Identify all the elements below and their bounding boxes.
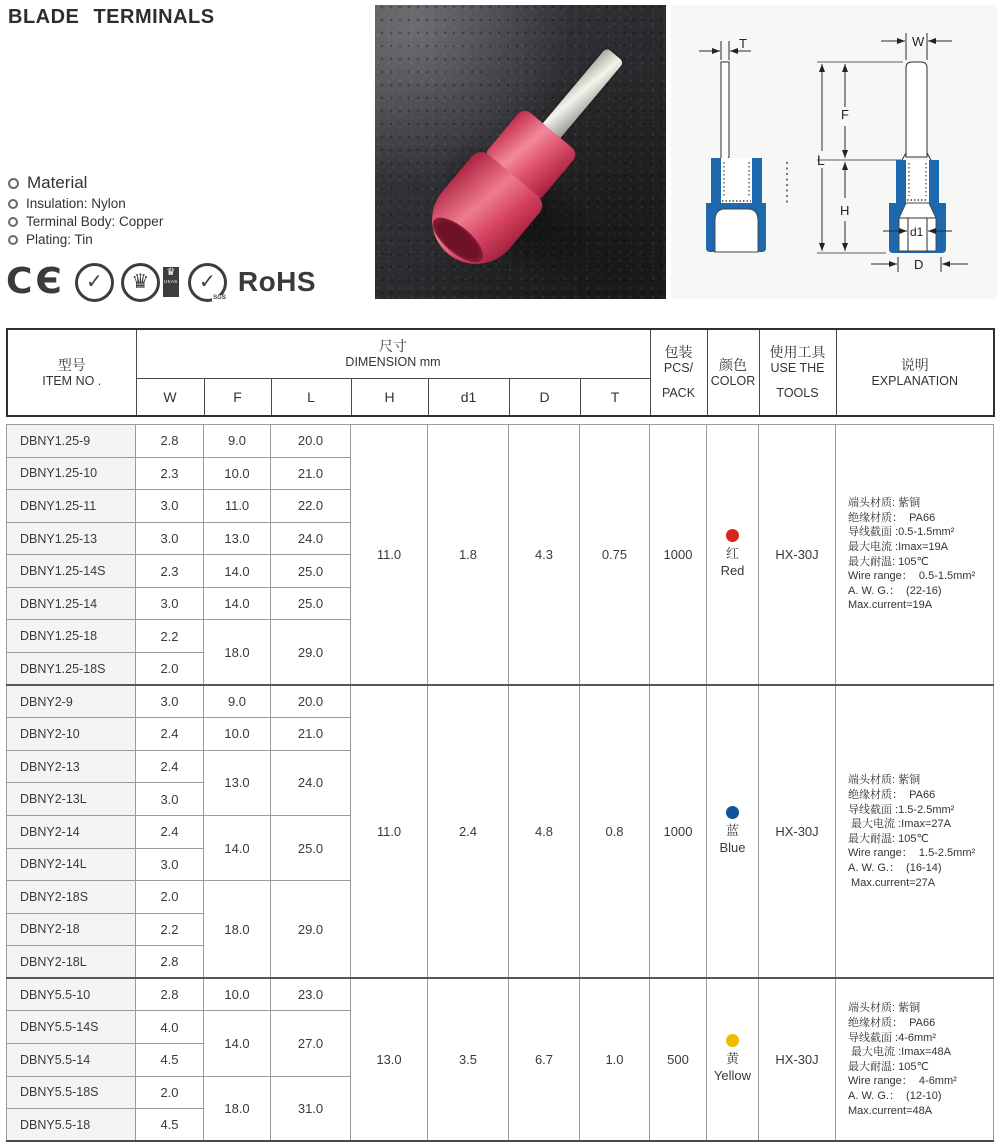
material-item-label: Terminal Body: Copper	[26, 214, 164, 229]
f-cell: 13.0	[204, 522, 271, 555]
f-cell: 10.0	[204, 978, 271, 1011]
l-cell: 27.0	[271, 1011, 351, 1076]
dim-label-w: W	[912, 34, 925, 49]
f-cell: 14.0	[204, 815, 271, 880]
iso-crown-badge-icon	[121, 263, 160, 302]
l-cell: 21.0	[271, 718, 351, 751]
item-cell: DBNY2-18S	[7, 881, 136, 914]
f-cell: 9.0	[204, 685, 271, 718]
pack-cell: 1000	[650, 425, 707, 686]
header-dimension-zh: 尺寸	[379, 338, 407, 355]
h-cell: 13.0	[351, 978, 428, 1141]
item-cell: DBNY2-13L	[7, 783, 136, 816]
explanation-line: 端头材质: 紫铜	[848, 774, 921, 787]
item-cell: DBNY1.25-14	[7, 587, 136, 620]
materials-heading: Material	[27, 173, 88, 192]
header-explanation-zh: 说明	[900, 356, 929, 373]
l-cell: 20.0	[271, 425, 351, 458]
w-cell: 4.5	[136, 1043, 204, 1076]
color-name-en: Red	[720, 563, 745, 579]
explanation-line: 绝缘材质： PA66	[848, 511, 936, 524]
materials-section	[8, 170, 163, 250]
ukas-mark-icon	[163, 267, 179, 297]
item-cell: DBNY2-18L	[7, 946, 136, 979]
explanation-line: A. W. G.： (16-14)	[848, 861, 942, 874]
header-dimension-en: DIMENSION mm	[345, 355, 441, 370]
f-cell: 14.0	[204, 555, 271, 588]
explanation-line: 端头材质: 紫铜	[848, 1002, 921, 1015]
w-cell: 3.0	[136, 522, 204, 555]
spec-table-header	[6, 328, 995, 417]
material-item	[8, 196, 163, 211]
sgs-badge-icon	[188, 263, 227, 302]
w-cell: 2.4	[136, 718, 204, 751]
material-item	[8, 232, 163, 247]
certification-logos	[6, 260, 316, 304]
explanation-line: Wire range： 1.5-2.5mm²	[848, 847, 976, 860]
color-dot	[726, 529, 739, 542]
f-cell: 9.0	[204, 425, 271, 458]
w-cell: 2.3	[136, 555, 204, 588]
item-cell: DBNY1.25-13	[7, 522, 136, 555]
tool-cell: HX-30J	[759, 685, 836, 978]
l-cell: 24.0	[271, 522, 351, 555]
item-cell: DBNY1.25-14S	[7, 555, 136, 588]
explanation-line: Max.current=48A	[848, 1104, 933, 1117]
l-cell: 23.0	[271, 978, 351, 1011]
d-cell: 6.7	[509, 978, 580, 1141]
explanation-cell	[836, 978, 994, 1141]
item-cell: DBNY2-18	[7, 913, 136, 946]
ukas-label: UKAS	[164, 279, 178, 284]
w-cell: 4.5	[136, 1109, 204, 1142]
color-name-zh: 红	[725, 546, 739, 562]
pack-cell: 1000	[650, 685, 707, 978]
d1-cell: 3.5	[428, 978, 509, 1141]
table-row	[7, 978, 994, 1011]
header-dim-d1: d1	[428, 379, 509, 417]
explanation-line: 导线截面 :0.5-1.5mm²	[848, 526, 955, 539]
h-cell: 11.0	[351, 425, 428, 686]
l-cell: 21.0	[271, 457, 351, 490]
spec-table-body	[6, 424, 994, 1142]
color-dot	[726, 1034, 739, 1047]
explanation-block	[836, 773, 993, 890]
side-view-figure	[699, 41, 787, 252]
pack-cell: 500	[650, 978, 707, 1141]
f-cell: 14.0	[204, 587, 271, 620]
table-row	[7, 685, 994, 718]
item-cell: DBNY1.25-18	[7, 620, 136, 653]
w-cell: 2.3	[136, 457, 204, 490]
header-explanation	[836, 329, 994, 416]
item-cell: DBNY5.5-18S	[7, 1076, 136, 1109]
l-cell: 25.0	[271, 815, 351, 880]
w-cell: 2.8	[136, 978, 204, 1011]
materials-heading-row	[8, 173, 163, 193]
sgs-label: SGS	[213, 294, 226, 301]
bullet-icon	[8, 235, 18, 245]
f-cell: 10.0	[204, 718, 271, 751]
item-cell: DBNY2-14	[7, 815, 136, 848]
explanation-line: 最大电流 :Imax=48A	[848, 1046, 952, 1059]
compliance-check-badge-icon	[75, 263, 114, 302]
w-cell: 2.0	[136, 881, 204, 914]
tool-cell: HX-30J	[759, 978, 836, 1141]
header-item-no	[7, 329, 136, 416]
explanation-line: 端头材质: 紫铜	[848, 497, 921, 510]
dimension-diagram-svg	[671, 5, 997, 299]
w-cell: 2.2	[136, 913, 204, 946]
bullet-icon	[8, 178, 19, 189]
terminal-blade	[541, 47, 624, 140]
l-cell: 31.0	[271, 1076, 351, 1141]
d1-cell: 2.4	[428, 685, 509, 978]
l-cell: 25.0	[271, 555, 351, 588]
header-color-zh: 颜色	[719, 356, 747, 373]
explanation-cell	[836, 425, 994, 686]
header-dim-h: H	[351, 379, 428, 417]
explanation-line: 绝缘材质： PA66	[848, 1016, 936, 1029]
header-dim-l: L	[271, 379, 351, 417]
dim-label-f: F	[841, 107, 849, 122]
color-cell	[707, 978, 759, 1141]
header-pack	[650, 329, 707, 416]
ce-mark-icon: CЄ	[6, 261, 65, 302]
w-cell: 2.2	[136, 620, 204, 653]
item-cell: DBNY2-13	[7, 750, 136, 783]
explanation-line: 最大电流 :Imax=27A	[848, 818, 952, 831]
w-cell: 3.0	[136, 848, 204, 881]
crown-icon: ♛	[166, 267, 176, 278]
dim-label-d1: d1	[910, 225, 924, 239]
w-cell: 3.0	[136, 783, 204, 816]
explanation-line: 最大耐温: 105℃	[848, 555, 929, 568]
explanation-line: A. W. G.： (12-10)	[848, 1089, 942, 1102]
dim-label-l: L	[817, 152, 825, 168]
material-item-label: Insulation: Nylon	[26, 196, 126, 211]
explanation-block	[836, 1001, 993, 1118]
t-cell: 0.8	[580, 685, 650, 978]
bullet-icon	[8, 199, 18, 209]
w-cell: 2.8	[136, 425, 204, 458]
explanation-line: Wire range： 0.5-1.5mm²	[848, 570, 976, 583]
header-tools	[759, 329, 836, 416]
dim-label-h: H	[840, 203, 850, 218]
explanation-line: 导线截面 :4-6mm²	[848, 1031, 936, 1044]
l-cell: 22.0	[271, 490, 351, 523]
header-color	[707, 329, 759, 416]
color-name-en: Blue	[719, 840, 746, 856]
header-dimension	[136, 329, 650, 379]
w-cell: 3.0	[136, 587, 204, 620]
l-cell: 24.0	[271, 750, 351, 815]
explanation-line: 导线截面 :1.5-2.5mm²	[848, 803, 955, 816]
item-cell: DBNY1.25-9	[7, 425, 136, 458]
explanation-line: 最大耐温: 105℃	[848, 1060, 929, 1073]
rohs-logo: RoHS	[237, 266, 317, 297]
explanation-line: Max.current=27A	[848, 876, 936, 889]
header-explanation-en: EXPLANATION	[871, 373, 959, 388]
header-color-en: COLOR	[710, 373, 756, 388]
material-item-label: Plating: Tin	[26, 232, 93, 247]
d-cell: 4.8	[509, 685, 580, 978]
crown-icon: ♛	[131, 271, 150, 293]
d-cell: 4.3	[509, 425, 580, 686]
explanation-line: 最大耐温: 105℃	[848, 832, 929, 845]
w-cell: 2.4	[136, 815, 204, 848]
t-cell: 0.75	[580, 425, 650, 686]
w-cell: 2.4	[136, 750, 204, 783]
header-dim-f: F	[204, 379, 271, 417]
w-cell: 2.0	[136, 653, 204, 686]
f-cell: 14.0	[204, 1011, 271, 1076]
explanation-line: Wire range： 4-6mm²	[848, 1075, 957, 1088]
header-item-en: ITEM NO .	[42, 373, 102, 388]
dim-label-t: T	[739, 36, 747, 51]
color-dot	[726, 806, 739, 819]
item-cell: DBNY5.5-18	[7, 1109, 136, 1142]
item-cell: DBNY1.25-18S	[7, 653, 136, 686]
w-cell: 4.0	[136, 1011, 204, 1044]
item-cell: DBNY5.5-14	[7, 1043, 136, 1076]
header-tools-zh: 使用工具	[769, 344, 826, 361]
f-cell: 18.0	[204, 1076, 271, 1141]
explanation-line: 绝缘材质： PA66	[848, 788, 936, 801]
header-tools-en1: USE THE	[770, 361, 825, 376]
header-pack-en2: PACK	[661, 386, 696, 401]
color-cell	[707, 425, 759, 686]
check-icon: ✓	[85, 271, 103, 293]
header-dim-w: W	[136, 379, 204, 417]
header-dim-d: D	[509, 379, 580, 417]
explanation-line: 最大电流 :Imax=19A	[848, 540, 948, 553]
header-pack-zh: 包装	[664, 344, 693, 361]
item-cell: DBNY5.5-10	[7, 978, 136, 1011]
tool-cell: HX-30J	[759, 425, 836, 686]
f-cell: 11.0	[204, 490, 271, 523]
w-cell: 2.0	[136, 1076, 204, 1109]
item-cell: DBNY1.25-10	[7, 457, 136, 490]
l-cell: 29.0	[271, 620, 351, 685]
item-cell: DBNY5.5-14S	[7, 1011, 136, 1044]
t-cell: 1.0	[580, 978, 650, 1141]
bullet-icon	[8, 217, 18, 227]
check-icon: ✓	[198, 271, 216, 293]
item-cell: DBNY2-9	[7, 685, 136, 718]
w-cell: 3.0	[136, 490, 204, 523]
header-dim-t: T	[580, 379, 650, 417]
header-tools-en2: TOOLS	[776, 386, 819, 401]
w-cell: 3.0	[136, 685, 204, 718]
d1-cell: 1.8	[428, 425, 509, 686]
front-view-figure	[817, 33, 968, 272]
explanation-line: A. W. G.： (22-16)	[848, 584, 942, 597]
item-cell: DBNY2-10	[7, 718, 136, 751]
dimension-diagram	[671, 5, 997, 299]
item-cell: DBNY1.25-11	[7, 490, 136, 523]
f-cell: 10.0	[204, 457, 271, 490]
header-item-zh: 型号	[57, 356, 86, 373]
dim-label-d: D	[914, 257, 924, 272]
color-name-zh: 黄	[725, 1051, 739, 1067]
color-name-en: Yellow	[713, 1068, 752, 1084]
explanation-cell	[836, 685, 994, 978]
table-row	[7, 425, 994, 458]
w-cell: 2.8	[136, 946, 204, 979]
l-cell: 20.0	[271, 685, 351, 718]
page-title: BLADE TERMINALS	[8, 6, 215, 28]
item-cell: DBNY2-14L	[7, 848, 136, 881]
h-cell: 11.0	[351, 685, 428, 978]
explanation-line: Max.current=19A	[848, 599, 933, 612]
l-cell: 25.0	[271, 587, 351, 620]
f-cell: 18.0	[204, 620, 271, 685]
explanation-block	[836, 496, 993, 613]
l-cell: 29.0	[271, 881, 351, 979]
f-cell: 18.0	[204, 881, 271, 979]
color-cell	[707, 685, 759, 978]
material-item	[8, 214, 163, 229]
product-photo	[375, 5, 666, 299]
header-pack-en1: PCS/	[663, 361, 694, 376]
color-name-zh: 蓝	[725, 823, 739, 839]
f-cell: 13.0	[204, 750, 271, 815]
